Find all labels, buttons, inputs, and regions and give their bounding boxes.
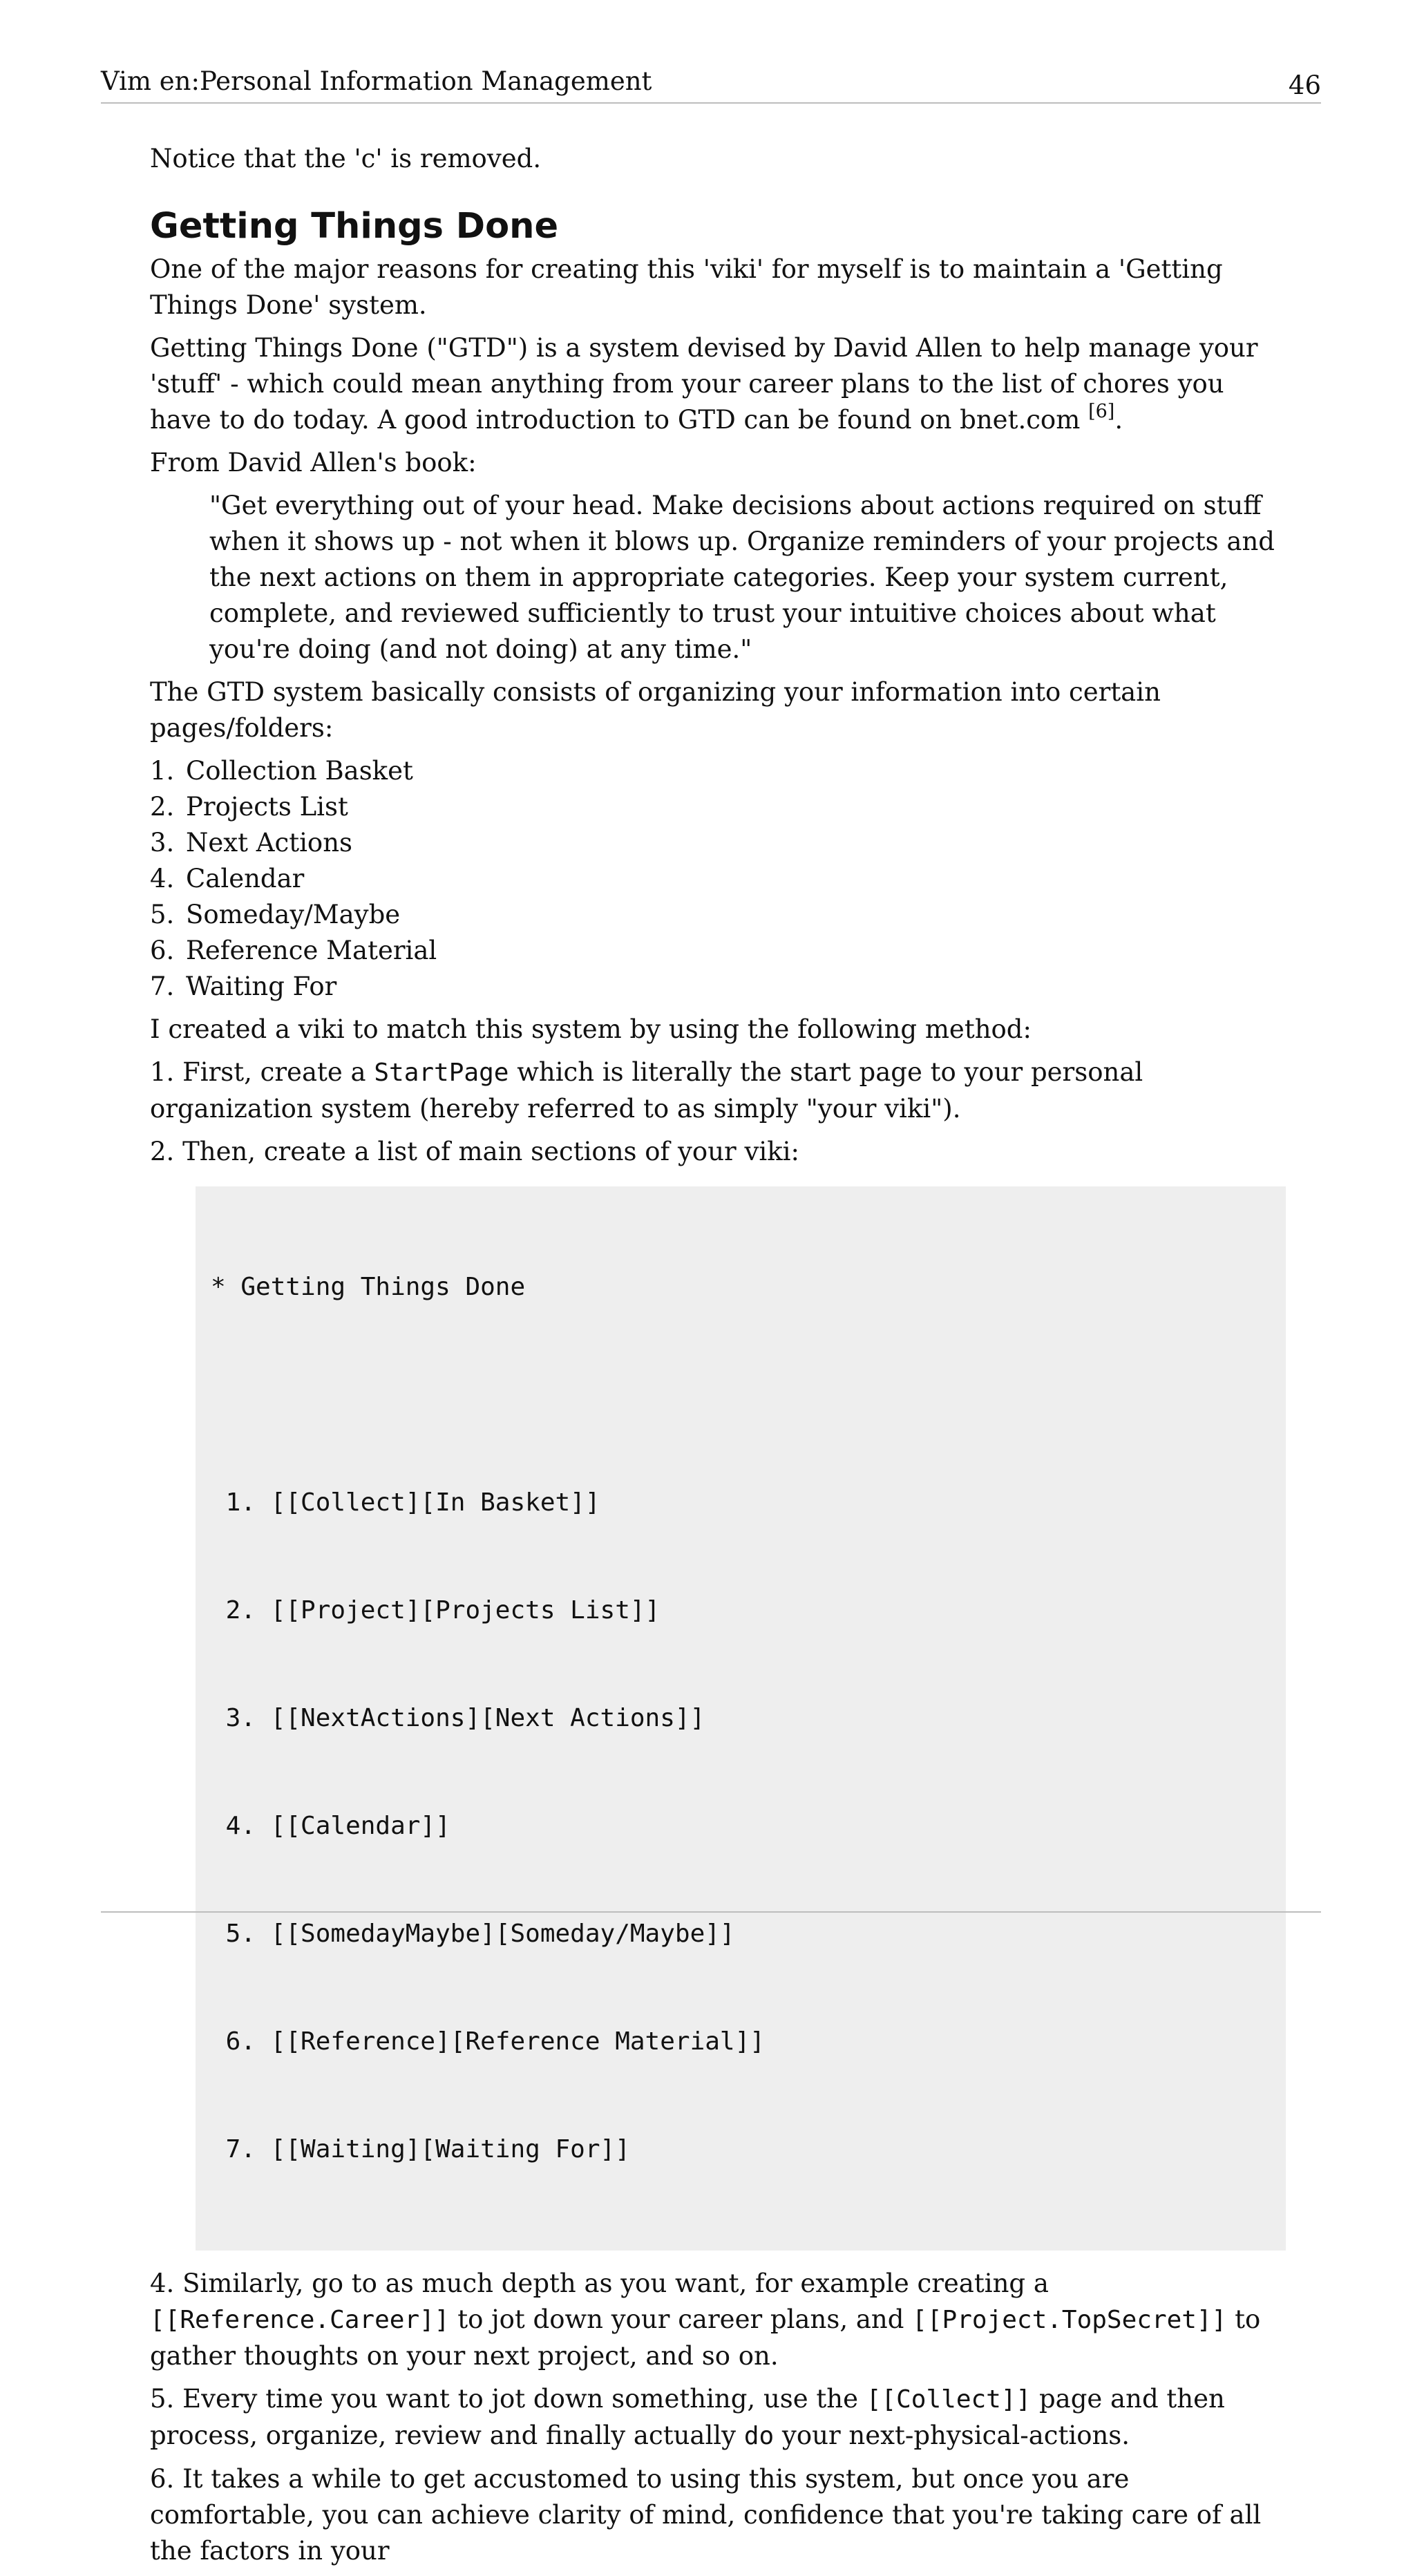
code-line: 2. [[Project][Projects List]] — [211, 1596, 661, 1625]
inline-code-reference-career: [[Reference.Career]] — [150, 2306, 450, 2334]
page-body — [150, 141, 1283, 2576]
gtd-folder-list — [150, 753, 1283, 1005]
list-item-label: Next Actions — [186, 828, 353, 858]
code-line: 1. [[Collect][In Basket]] — [211, 1488, 600, 1517]
paragraph-step-2: 2. Then, create a list of main sections of your viki: — [150, 1137, 799, 1166]
list-item — [150, 897, 1283, 933]
paragraph-step-6: 6. It takes a while to get accustomed to using this system, but once you are comfortable, you can achieve clarity of mind, confidence that you're taking care of all the factors in your — [150, 2464, 1262, 2566]
inline-code-do: do — [743, 2422, 775, 2450]
paragraph-step-1 — [150, 1054, 1283, 1127]
gtd-description-text: Getting Things Done ("GTD") is a system devised by David Allen to help manage your 'stuff' - which could mean anything from your career plans to the list of chores you have to do today. A good introduction to GTD can be found on bnet.com — [150, 333, 1258, 435]
list-item — [150, 969, 1283, 1005]
list-item-number: 5. — [150, 900, 175, 929]
list-item-label: Projects List — [186, 792, 348, 822]
paragraph-book: From David Allen's book: — [150, 448, 477, 477]
paragraph-system: The GTD system basically consists of organizing your information into certain pages/folders: — [150, 677, 1161, 743]
footer-divider — [101, 1911, 1321, 1913]
page-number: 46 — [1288, 70, 1321, 100]
code-block — [196, 1186, 1286, 2251]
running-title: Vim en:Personal Information Management — [101, 66, 652, 96]
code-line — [211, 1377, 1286, 1413]
list-item-number: 4. — [150, 864, 175, 893]
paragraph-step-4 — [150, 2266, 1283, 2374]
list-item — [150, 753, 1283, 789]
step-4-text-b: to jot down your career plans, and — [449, 2304, 913, 2334]
code-line: 3. [[NextActions][Next Actions]] — [211, 1704, 705, 1732]
list-item-number: 2. — [150, 792, 175, 822]
list-item-number: 7. — [150, 972, 175, 1001]
code-line: 4. [[Calendar]] — [211, 1812, 450, 1840]
paragraph-gtd-description — [150, 330, 1283, 438]
step-4-text-a: 4. Similarly, go to as much depth as you want, for example creating a — [150, 2269, 1049, 2298]
paragraph-step-5 — [150, 2381, 1283, 2454]
list-item — [150, 825, 1283, 861]
list-item-label: Collection Basket — [186, 756, 413, 786]
list-item — [150, 861, 1283, 897]
list-item-number: 6. — [150, 936, 175, 965]
book-quote: "Get everything out of your head. Make decisions about actions required on stuff when it shows up - not when it blows up. Organize reminders of your projects and the next actions on them in appropriate categories. Keep your system current, complete, and reviewed sufficiently to trust your intuitive choices about what you're doing (and not doing) at any time." — [209, 491, 1275, 664]
list-item — [150, 789, 1283, 825]
list-item-number: 3. — [150, 828, 175, 858]
inline-code-project-topsecret: [[Project.TopSecret]] — [912, 2306, 1227, 2334]
code-line: 5. [[SomedayMaybe][Someday/Maybe]] — [211, 1920, 735, 1948]
step-4-text-c: to gather thoughts on your next project, and so on. — [150, 2304, 1261, 2371]
section-heading: Getting Things Done — [150, 206, 559, 247]
page-header — [101, 64, 1321, 104]
list-item-label: Reference Material — [186, 936, 437, 965]
list-item-label: Waiting For — [186, 972, 337, 1001]
step-5-text-a: 5. Every time you want to jot down something, use the — [150, 2384, 866, 2414]
list-item-label: Calendar — [186, 864, 305, 893]
step-1-text-b: which is literally the start page to your personal organization system (hereby referred to as simply "your viki"). — [150, 1057, 1143, 1124]
inline-code-startpage: StartPage — [374, 1059, 509, 1087]
list-item — [150, 933, 1283, 969]
inline-code-collect: [[Collect]] — [866, 2385, 1032, 2414]
code-line: 6. [[Reference][Reference Material]] — [211, 2027, 765, 2056]
paragraph-notice: Notice that the 'c' is removed. — [150, 144, 542, 173]
list-item-number: 1. — [150, 756, 175, 786]
code-line: 7. [[Waiting][Waiting For]] — [211, 2135, 630, 2163]
step-5-text-c: your next-physical-actions. — [774, 2421, 1130, 2450]
gtd-description-end: . — [1114, 405, 1123, 435]
paragraph-method: I created a viki to match this system by using the following method: — [150, 1014, 1032, 1044]
step-5-text-b: page and then process, organize, review and finally actually — [150, 2384, 1225, 2450]
footnote-reference-link[interactable]: [6] — [1088, 401, 1115, 422]
paragraph-intro: One of the major reasons for creating this 'viki' for myself is to maintain a 'Getting Things Done' system. — [150, 254, 1223, 320]
list-item-label: Someday/Maybe — [186, 900, 401, 929]
step-1-text-a: 1. First, create a — [150, 1057, 374, 1087]
code-line: * Getting Things Done — [211, 1273, 526, 1301]
